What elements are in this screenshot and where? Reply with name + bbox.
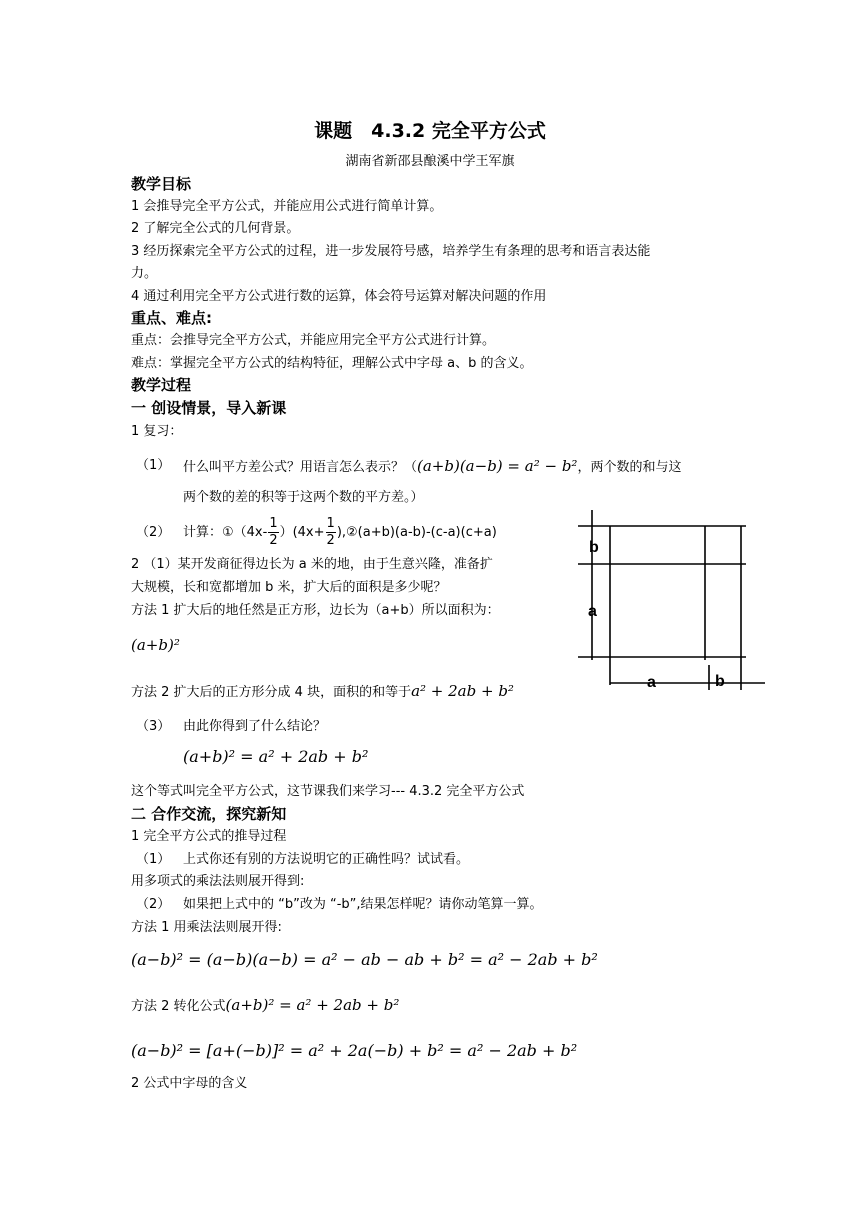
derive-method-2-text: 方法 2 转化公式 xyxy=(131,999,226,1014)
derive-1-expand: 用多项式的乘法法则展开得到: xyxy=(131,874,305,889)
question-1-continuation: 两个数的差的积等于这两个数的平方差。） xyxy=(183,490,424,505)
author-line: 湖南省新邵县酿溪中学王军旗 xyxy=(345,154,515,169)
question-2-number: （2） xyxy=(136,525,171,540)
difference-of-squares-formula: (a+b)(a−b) = a² − b² xyxy=(417,457,578,475)
goal-2: 2 了解完全公式的几何背景。 xyxy=(131,221,300,236)
section-key-heading: 重点、难点: xyxy=(131,309,212,327)
goal-3-line1: 3 经历探索完全平方公式的过程，进一步发展符号感，培养学生有条理的思考和语言表达能 xyxy=(131,244,651,259)
derive-method-2-line xyxy=(131,996,399,1016)
perfect-square-formula-inline: (a+b)² = a² + 2ab + b² xyxy=(225,996,400,1014)
formula-intro: 这个等式叫完全平方公式，这节课我们来学习--- 4.3.2 完全平方公式 xyxy=(131,784,525,799)
section-goals-heading: 教学目标 xyxy=(131,175,192,193)
difficult-point: 难点：掌握完全平方公式的结构特征，理解公式中字母 a、b 的含义。 xyxy=(131,356,533,371)
part-1-heading: 一 创设情景，导入新课 xyxy=(131,399,287,417)
part-2-heading: 二 合作交流，探究新知 xyxy=(131,805,287,823)
square-of-difference-expansion: (a−b)² = (a−b)(a−b) = a² − ab − ab + b² = a² − 2ab + b² xyxy=(131,950,598,969)
diagram-label-a-bottom: a xyxy=(647,674,656,691)
letter-meaning-heading: 2 公式中字母的含义 xyxy=(131,1076,248,1091)
method-2-text: 方法 2 扩大后的正方形分成 4 块，面积的和等于 xyxy=(131,685,412,700)
derive-1-number: （1） xyxy=(136,852,171,867)
sum-of-areas-formula: a² + 2ab + b² xyxy=(411,682,514,700)
question-3-number: （3） xyxy=(136,719,171,734)
question-1-number: （1） xyxy=(136,458,171,473)
diagram-label-b-bottom: b xyxy=(715,673,725,690)
fraction-one-half: $\frac{1}{2}$ xyxy=(326,516,335,548)
question-2-part-c: ),②(a+b)(a-b)-(c-a)(c+a) xyxy=(336,525,497,540)
problem-2-line2: 大规模，长和宽都增加 b 米，扩大后的面积是多少呢？ xyxy=(131,580,447,595)
diagram-label-a-left: a xyxy=(588,603,597,620)
review-label: 1 复习： xyxy=(131,424,183,439)
goal-1: 1 会推导完全平方公式，并能应用公式进行简单计算。 xyxy=(131,199,443,214)
question-2-line xyxy=(183,515,497,551)
method-1: 方法 1 扩大后的地任然是正方形，边长为（a+b）所以面积为： xyxy=(131,603,500,618)
square-of-sum: (a+b)² xyxy=(131,636,180,654)
perfect-square-formula: (a+b)² = a² + 2ab + b² xyxy=(183,747,369,766)
problem-2-line1: 2 （1）某开发商征得边长为 a 米的地，由于生意兴隆，准备扩 xyxy=(131,557,493,572)
question-2-part-a: 计算：①（4x- xyxy=(183,525,268,540)
square-area-diagram xyxy=(570,500,770,695)
derive-2-text: 如果把上式中的 “b”改为 “-b”,结果怎样呢？请你动笔算一算。 xyxy=(183,897,543,912)
question-2-part-b: ）(4x+ xyxy=(279,525,325,540)
derive-1-text: 上式你还有别的方法说明它的正确性吗？试试看。 xyxy=(183,852,470,867)
derivation-heading: 1 完全平方公式的推导过程 xyxy=(131,829,287,844)
substitution-derivation: (a−b)² = [a+(−b)]² = a² + 2a(−b) + b² = a² − 2ab + b² xyxy=(131,1041,578,1060)
derive-2-number: （2） xyxy=(136,897,171,912)
derive-method-1: 方法 1 用乘法法则展开得: xyxy=(131,920,282,935)
fraction-one-half: $\frac{1}{2}$ xyxy=(269,516,278,548)
question-3-text: 由此你得到了什么结论？ xyxy=(183,719,327,734)
diagram-label-b-left: b xyxy=(589,539,599,556)
question-1-text: 什么叫平方差公式？用语言怎么表示？（ xyxy=(183,460,418,475)
lesson-title: 课题 4.3.2 完全平方公式 xyxy=(314,120,546,142)
key-point: 重点：会推导完全平方公式，并能应用完全平方公式进行计算。 xyxy=(131,333,496,348)
method-2-line xyxy=(131,682,514,702)
section-process-heading: 教学过程 xyxy=(131,376,192,394)
question-1-tail: ，两个数的和与这 xyxy=(577,460,682,475)
goal-4: 4 通过利用完全平方公式进行数的运算，体会符号运算对解决问题的作用 xyxy=(131,289,547,304)
question-1-line xyxy=(183,457,681,477)
goal-3-line2: 力。 xyxy=(131,266,158,281)
